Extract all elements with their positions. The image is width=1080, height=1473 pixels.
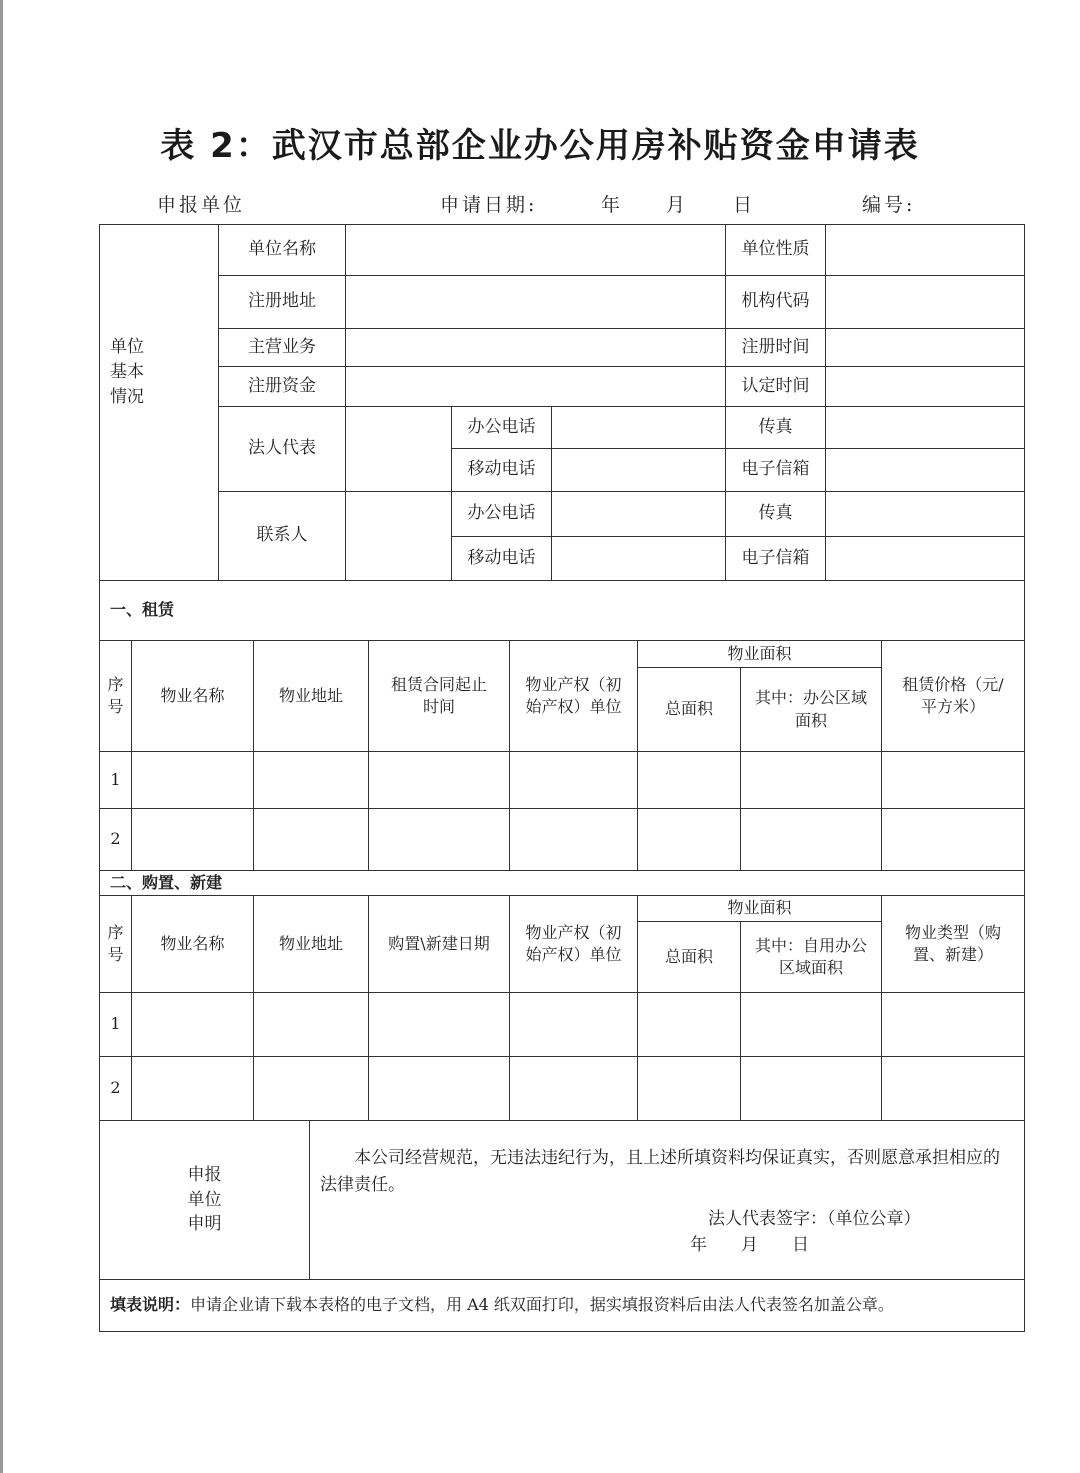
- reg-time-field[interactable]: [826, 329, 1025, 367]
- purchase-cell[interactable]: [510, 993, 638, 1057]
- lease-col-contract: 租赁合同起止 时间: [369, 641, 510, 752]
- reg-address-label: 注册地址: [219, 276, 346, 329]
- purchase-col-owner: 物业产权（初 始产权）单位: [510, 896, 638, 993]
- reg-time-label: 注册时间: [726, 329, 826, 367]
- lease-row-number: 2: [100, 809, 132, 871]
- reg-capital-label: 注册资金: [219, 367, 346, 407]
- recognize-time-field[interactable]: [826, 367, 1025, 407]
- contact-mobile-phone-field[interactable]: [552, 537, 726, 581]
- fill-note: [100, 1280, 1025, 1332]
- legal-email-label: 电子信箱: [726, 449, 826, 492]
- contact-label: 联系人: [219, 492, 346, 581]
- purchase-cell[interactable]: [369, 1057, 510, 1121]
- purchase-cell[interactable]: [638, 1057, 741, 1121]
- year-label: 年: [601, 194, 624, 216]
- legal-mobile-phone-label: 移动电话: [452, 449, 552, 492]
- contact-fax-input[interactable]: [826, 503, 1024, 522]
- purchase-cell[interactable]: [882, 993, 1025, 1057]
- legal-rep-label: 法人代表: [219, 407, 346, 492]
- lease-cell[interactable]: [741, 752, 882, 809]
- purchase-col-address: 物业地址: [254, 896, 369, 993]
- purchase-section-title: 二、购置、新建: [100, 871, 1025, 896]
- declaration-table: [99, 1120, 1025, 1332]
- number-label: 编号:: [862, 194, 916, 216]
- legal-office-phone-label: 办公电话: [452, 407, 552, 449]
- legal-email-input[interactable]: [826, 459, 1024, 478]
- reg-capital-input[interactable]: [346, 376, 725, 395]
- reg-address-field[interactable]: [346, 276, 726, 329]
- contact-fax-label: 传真: [726, 492, 826, 537]
- unit-nature-input[interactable]: [826, 239, 1024, 258]
- unit-name-input[interactable]: [346, 239, 725, 258]
- lease-cell[interactable]: [882, 809, 1025, 871]
- lease-table: [99, 580, 1025, 871]
- purchase-col-area: 物业面积: [638, 896, 882, 922]
- legal-rep-field[interactable]: [346, 407, 452, 492]
- lease-col-area: 物业面积: [638, 641, 882, 668]
- legal-office-phone-input[interactable]: [552, 417, 725, 436]
- lease-cell[interactable]: [638, 752, 741, 809]
- lease-col-total: 总面积: [638, 668, 741, 752]
- legal-fax-label: 传真: [726, 407, 826, 449]
- lease-cell[interactable]: [638, 809, 741, 871]
- fill-note-label: 填表说明：: [110, 1295, 191, 1315]
- purchase-col-total: 总面积: [638, 922, 741, 993]
- contact-email-label: 电子信箱: [726, 537, 826, 581]
- contact-office-phone-field[interactable]: [552, 492, 726, 537]
- contact-mobile-phone-input[interactable]: [552, 548, 725, 567]
- lease-cell[interactable]: [510, 752, 638, 809]
- purchase-cell[interactable]: [882, 1057, 1025, 1121]
- purchase-row-number: 2: [100, 1057, 132, 1121]
- lease-cell[interactable]: [369, 752, 510, 809]
- contact-email-input[interactable]: [826, 548, 1024, 567]
- legal-mobile-phone-field[interactable]: [552, 449, 726, 492]
- declaration-date: 年 月 日: [690, 1235, 809, 1256]
- unit-nature-label: 单位性质: [726, 225, 826, 276]
- table-row: [100, 752, 1025, 809]
- purchase-cell[interactable]: [369, 993, 510, 1057]
- contact-email-field[interactable]: [826, 537, 1025, 581]
- lease-col-office: 其中：办公区域 面积: [741, 668, 882, 752]
- purchase-col-type: 物业类型（购 置、新建）: [882, 896, 1025, 993]
- recognize-time-input[interactable]: [826, 376, 1024, 395]
- lease-col-owner: 物业产权（初 始产权）单位: [510, 641, 638, 752]
- day-label: 日: [733, 194, 756, 216]
- lease-cell[interactable]: [882, 752, 1025, 809]
- org-code-field[interactable]: [826, 276, 1025, 329]
- declaration-content: [310, 1121, 1025, 1280]
- purchase-col-no: 序 号: [100, 896, 132, 993]
- reg-capital-field[interactable]: [346, 367, 726, 407]
- contact-office-phone-input[interactable]: [552, 503, 725, 522]
- legal-mobile-phone-input[interactable]: [552, 459, 725, 478]
- table-row: [100, 809, 1025, 871]
- lease-cell[interactable]: [741, 809, 882, 871]
- declaration-sign: 法人代表签字：（单位公章）: [708, 1209, 921, 1229]
- purchase-cell[interactable]: [741, 1057, 882, 1121]
- declaration-label: 申报 单位 申明: [100, 1121, 310, 1280]
- reg-address-input[interactable]: [346, 291, 725, 310]
- unit-name-label: 单位名称: [219, 225, 346, 276]
- table-row: [100, 993, 1025, 1057]
- month-label: 月: [666, 194, 689, 216]
- purchase-cell[interactable]: [132, 993, 254, 1057]
- page-title: 表 2：武汉市总部企业办公用房补贴资金申请表: [160, 126, 920, 166]
- legal-fax-input[interactable]: [826, 417, 1024, 436]
- table-row: [100, 1057, 1025, 1121]
- legal-fax-field[interactable]: [826, 407, 1025, 449]
- contact-office-phone-label: 办公电话: [452, 492, 552, 537]
- main-business-input[interactable]: [346, 337, 725, 356]
- purchase-col-name: 物业名称: [132, 896, 254, 993]
- purchase-cell[interactable]: [254, 1057, 369, 1121]
- legal-rep-input[interactable]: [346, 438, 451, 457]
- purchase-table: [99, 870, 1025, 1121]
- contact-mobile-phone-label: 移动电话: [452, 537, 552, 581]
- purchase-cell[interactable]: [638, 993, 741, 1057]
- legal-email-field[interactable]: [826, 449, 1025, 492]
- contact-fax-field[interactable]: [826, 492, 1025, 537]
- lease-section-title: 一、租赁: [100, 581, 1025, 641]
- lease-col-no: 序 号: [100, 641, 132, 752]
- purchase-cell[interactable]: [132, 1057, 254, 1121]
- contact-input[interactable]: [346, 525, 451, 544]
- purchase-cell[interactable]: [741, 993, 882, 1057]
- fill-note-text: 申请企业请下载本表格的电子文档，用 A4 纸双面打印，据实填报资料后由法人代表签名加盖公章。: [190, 1295, 894, 1315]
- lease-row-number: 1: [100, 752, 132, 809]
- lease-col-price: 租赁价格（元/ 平方米）: [882, 641, 1025, 752]
- org-code-label: 机构代码: [726, 276, 826, 329]
- purchase-col-office: 其中：自用办公 区域面积: [741, 922, 882, 993]
- org-code-input[interactable]: [826, 291, 1024, 310]
- declaration-text: 本公司经营规范，无违法违纪行为，且上述所填资料均保证真实，否则愿意承担相应的法律责任。: [320, 1148, 1000, 1195]
- purchase-row-number: 1: [100, 993, 132, 1057]
- lease-cell[interactable]: [510, 809, 638, 871]
- lease-col-name: 物业名称: [132, 641, 254, 752]
- lease-col-address: 物业地址: [254, 641, 369, 752]
- purchase-cell[interactable]: [510, 1057, 638, 1121]
- lease-cell[interactable]: [132, 752, 254, 809]
- lease-cell[interactable]: [254, 809, 369, 871]
- purchase-col-date: 购置\新建日期: [369, 896, 510, 993]
- lease-cell[interactable]: [369, 809, 510, 871]
- contact-field[interactable]: [346, 492, 452, 581]
- main-business-label: 主营业务: [219, 329, 346, 367]
- reg-time-input[interactable]: [826, 337, 1024, 356]
- purchase-cell[interactable]: [254, 993, 369, 1057]
- basic-info-table: [99, 224, 1025, 581]
- legal-office-phone-field[interactable]: [552, 407, 726, 449]
- unit-nature-field[interactable]: [826, 225, 1025, 276]
- date-label: 申请日期:: [440, 194, 538, 216]
- main-business-field[interactable]: [346, 329, 726, 367]
- basic-info-section-label: 单位 基本 情况: [100, 225, 219, 581]
- lease-cell[interactable]: [254, 752, 369, 809]
- unit-label: 申报单位: [157, 194, 246, 216]
- recognize-time-label: 认定时间: [726, 367, 826, 407]
- lease-cell[interactable]: [132, 809, 254, 871]
- unit-name-field[interactable]: [346, 225, 726, 276]
